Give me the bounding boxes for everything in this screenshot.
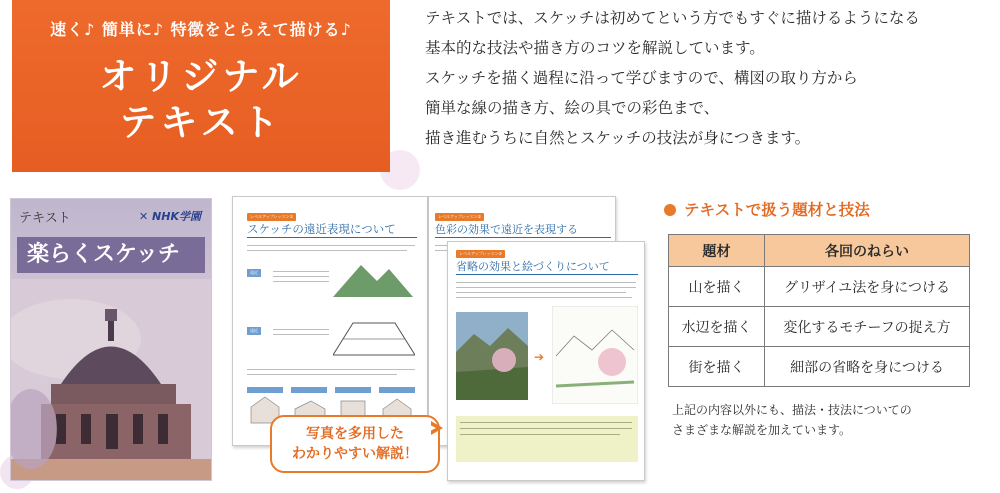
intro-line: テキストでは、スケッチは初めてという方でもすぐに描けるようになる <box>425 9 920 27</box>
intro-line: スケッチを描く過程に沿って学びますので、構図の取り方から <box>425 69 858 87</box>
lesson-label: レベルアップレッスン③ <box>456 250 505 258</box>
intro-line: 描き進むうちに自然とスケッチの技法が身につきます。 <box>425 129 811 147</box>
arrow-icon: ➔ <box>534 350 545 364</box>
subject-cell: 山を描く <box>669 267 765 307</box>
note-line1: 上記の内容以外にも、描法・技法についての <box>672 403 912 417</box>
col-header-goal: 各回のねらい <box>765 235 970 267</box>
building-sketch <box>333 317 415 357</box>
mountain-sketch <box>333 257 413 299</box>
lesson-title: スケッチの遠近表現について <box>247 222 396 236</box>
goal-cell: 細部の省略を身につける <box>765 347 970 387</box>
tag: 遠近 <box>247 327 261 335</box>
note-line2: さまざまな解説を加えています。 <box>672 423 852 437</box>
banner-title-line2: テキスト <box>119 101 283 144</box>
landscape-photo <box>456 312 528 400</box>
lesson-title: 省略の効果と絵づくりについて <box>456 260 610 273</box>
textbook-cover-image <box>10 198 212 481</box>
nhk-gakuen-logo: ✕ NHK学園 <box>139 210 201 223</box>
callout-line2: わかりやすい解説！ <box>292 446 418 462</box>
goal-cell: グリザイユ法を身につける <box>765 267 970 307</box>
topics-table <box>668 234 970 387</box>
table-header-row <box>669 235 970 267</box>
sample-page-omission <box>447 241 645 481</box>
callout-bubble <box>270 415 440 473</box>
intro-line: 簡単な線の描き方、絵の具での彩色まで、 <box>425 99 720 117</box>
banner-tagline: 速く♪ 簡単に♪ 特徴をとらえて描ける♪ <box>50 20 352 39</box>
original-text-banner <box>12 0 390 172</box>
col-header-subject: 題材 <box>669 235 765 267</box>
watercolor-sketch <box>552 306 638 404</box>
subject-cell: 街を描く <box>669 347 765 387</box>
goal-cell: 変化するモチーフの捉え方 <box>765 307 970 347</box>
banner-title-line1: オリジナル <box>99 55 303 98</box>
lesson-title: 色彩の効果で遠近を表現する <box>435 223 578 236</box>
topics-note <box>672 400 912 440</box>
tag: 遠近 <box>247 269 261 277</box>
topics-heading <box>664 198 870 220</box>
intro-line: 基本的な技法や描き方のコツを解説しています。 <box>425 39 765 57</box>
cover-title: 楽らくスケッチ <box>17 237 205 273</box>
dome-building-painting <box>11 279 212 481</box>
topics-heading-text: テキストで扱う題材と技法 <box>684 201 870 219</box>
table-row <box>669 307 970 347</box>
callout-line1: 写真を多用した <box>306 426 404 442</box>
table-row <box>669 267 970 307</box>
subject-cell: 水辺を描く <box>669 307 765 347</box>
cover-header: テキスト <box>19 211 71 226</box>
sample-page-perspective <box>232 196 428 446</box>
bullet-dot-icon <box>664 204 676 216</box>
lesson-label: レベルアップレッスン② <box>435 213 484 221</box>
intro-paragraph <box>425 3 995 153</box>
table-row <box>669 347 970 387</box>
lesson-label: レベルアップレッスン① <box>247 213 296 221</box>
